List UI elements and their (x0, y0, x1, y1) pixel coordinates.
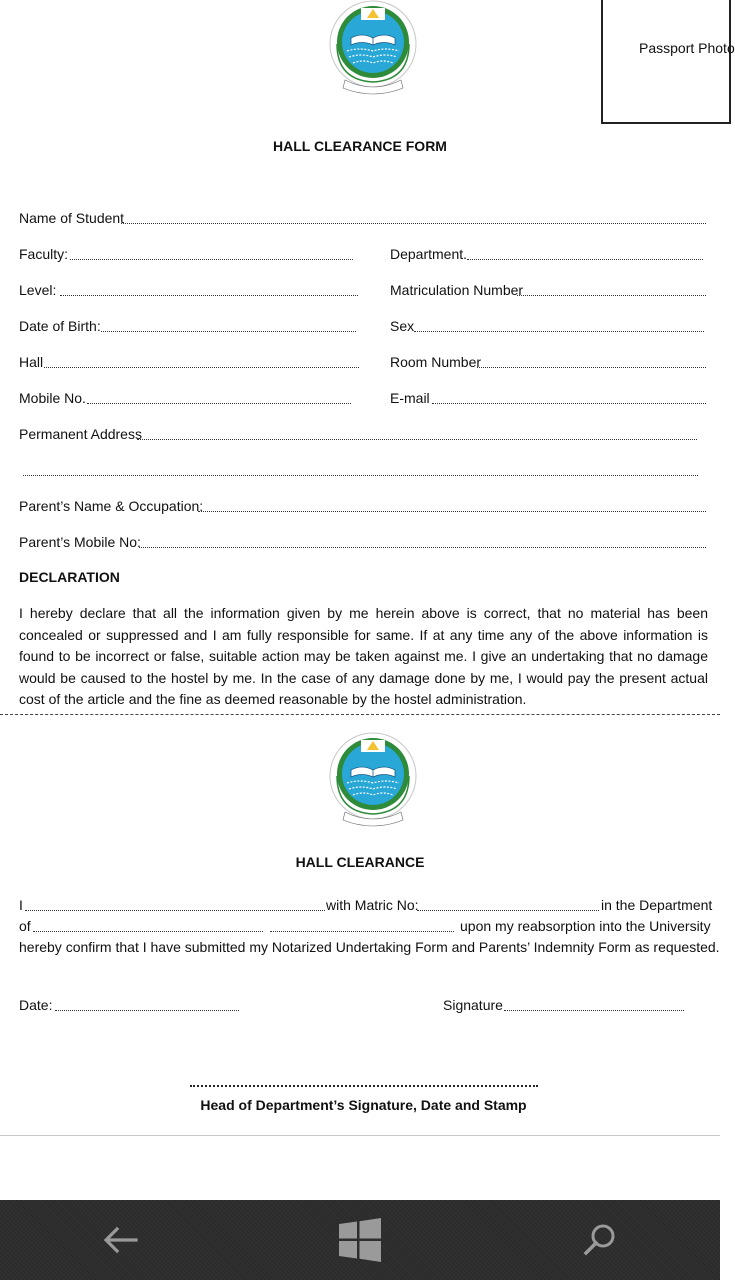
clearance-department-line-2[interactable] (270, 931, 454, 932)
parents-mobile-no-label: Parent’s Mobile No: (19, 534, 141, 550)
back-arrow-icon (102, 1225, 138, 1255)
level-label: Level: (19, 282, 57, 298)
parents-mobile-no-line[interactable] (139, 547, 706, 548)
date-label: Date: (19, 997, 53, 1013)
university-logo-top (323, 0, 423, 98)
passport-photo-label: Passport Photo (639, 40, 735, 56)
clearance-department-line[interactable] (33, 931, 263, 932)
passport-photo-box[interactable] (601, 0, 735, 124)
mobile-no-line[interactable] (87, 403, 351, 404)
university-crest-icon-bottom (323, 730, 423, 830)
parents-name-occupation-line[interactable] (198, 511, 706, 512)
clearance-name-line[interactable] (25, 910, 325, 911)
search-icon (582, 1222, 618, 1258)
signature-label: Signature (443, 997, 503, 1013)
level-line[interactable] (60, 295, 358, 296)
matriculation-number-line[interactable] (517, 295, 706, 296)
back-button[interactable] (80, 1200, 160, 1280)
windows-logo-icon (338, 1218, 382, 1262)
permanent-address-line-2[interactable] (23, 475, 698, 476)
email-line[interactable] (432, 403, 706, 404)
clearance-line2-start: of (19, 918, 31, 934)
parents-name-occupation-label: Parent’s Name & Occupation: (19, 498, 204, 514)
name-of-student-label: Name of Student (19, 210, 125, 226)
clearance-department-label: in the Department (601, 897, 713, 913)
mobile-no-label: Mobile No. (19, 390, 86, 406)
email-label: E-mail (390, 390, 430, 406)
department-line[interactable] (467, 259, 703, 260)
hall-label: Hall (19, 354, 44, 370)
permanent-address-label: Permanent Address (19, 426, 142, 442)
date-line[interactable] (55, 1010, 239, 1011)
declaration-text: I hereby declare that all the information given by me herein above is correct, that no material has been concealed or suppressed and I am fully responsible for same. If at any time any of the above information is found to be incorrect or false, suitable action may be taken against me. I give an undertaking that no damage would be caused to the hostel by me. In the case of any damage done by me, I would pay the present actual cost of the article and the fine as deemed reasonable by the hostel administration. (19, 605, 708, 707)
search-button[interactable] (560, 1200, 640, 1280)
clearance-line3: hereby confirm that I have submitted my Notarized Undertaking Form and Parents’ Indemnity Form as requested. (19, 939, 720, 955)
faculty-label: Faculty: (19, 246, 69, 262)
faculty-line[interactable] (70, 259, 353, 260)
room-number-line[interactable] (477, 367, 706, 368)
form-title: HALL CLEARANCE FORM (273, 138, 447, 154)
page-bottom-edge (0, 1135, 720, 1136)
university-logo-bottom (323, 730, 423, 830)
cut-line-separator (0, 714, 720, 715)
sex-line[interactable] (414, 331, 704, 332)
sex-label: Sex (390, 318, 415, 334)
matriculation-number-label: Matriculation Number (390, 282, 524, 298)
clearance-line2-end: upon my reabsorption into the University (460, 918, 711, 934)
signature-line[interactable] (504, 1010, 684, 1011)
room-number-label: Room Number (390, 354, 482, 370)
hod-signature-label: Head of Department’s Signature, Date and Stamp (200, 1097, 527, 1113)
clearance-matric-label: with Matric No: (326, 897, 419, 913)
declaration-heading: DECLARATION (19, 569, 120, 585)
hall-line[interactable] (44, 367, 359, 368)
permanent-address-line[interactable] (137, 439, 697, 440)
date-of-birth-line[interactable] (101, 331, 356, 332)
university-crest-icon (323, 0, 423, 98)
department-label: Department. (390, 246, 468, 262)
clearance-line1-start: I (19, 897, 23, 913)
system-navigation-bar (0, 1200, 720, 1280)
name-of-student-line[interactable] (121, 223, 706, 224)
home-button[interactable] (320, 1200, 400, 1280)
hod-signature-line[interactable] (190, 1085, 538, 1087)
date-of-birth-label: Date of Birth: (19, 318, 101, 334)
hall-clearance-title: HALL CLEARANCE (295, 854, 425, 870)
clearance-matric-line[interactable] (417, 910, 599, 911)
